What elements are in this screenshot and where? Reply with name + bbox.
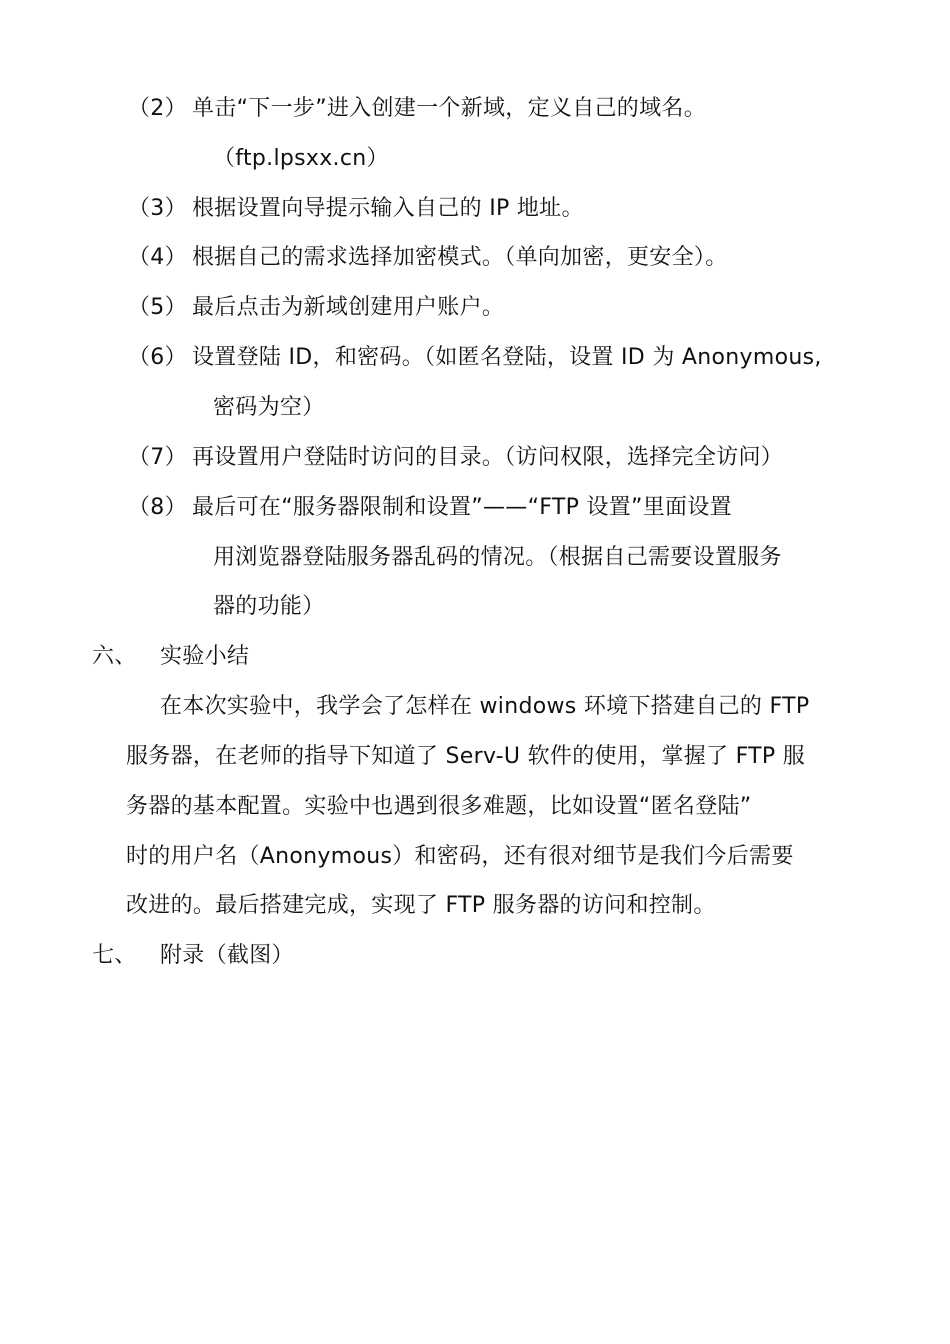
summary-line-1: 在本次实验中，我学会了怎样在 windows 环境下搭建自己的 FTP bbox=[160, 694, 810, 719]
step-6-text: 设置登陆 ID，和密码。（如匿名登陆，设置 ID 为 Anonymous, bbox=[192, 345, 822, 370]
step-3-number: （3） bbox=[128, 196, 187, 221]
summary-line-2: 服务器，在老师的指导下知道了 Serv-U 软件的使用，掌握了 FTP 服 bbox=[126, 744, 806, 769]
step-5-line-1 bbox=[128, 293, 504, 323]
step-7-text: 再设置用户登陆时访问的目录。（访问权限，选择完全访问） bbox=[192, 445, 784, 470]
section-6-title: 实验小结 bbox=[160, 644, 250, 669]
step-8-text: 最后可在“服务器限制和设置”——“FTP 设置”里面设置 bbox=[192, 495, 732, 520]
step-2-text: 单击“下一步”进入创建一个新域，定义自己的域名。 bbox=[192, 96, 706, 121]
step-6-number: （6） bbox=[128, 345, 187, 370]
step-3-line-1 bbox=[128, 194, 584, 224]
step-2-line-2: （ftp.lpsxx.cn） bbox=[213, 146, 389, 171]
step-7-number: （7） bbox=[128, 445, 187, 470]
step-5-text: 最后点击为新域创建用户账户。 bbox=[192, 295, 505, 320]
step-4-line-1 bbox=[128, 243, 728, 273]
step-4-number: （4） bbox=[128, 245, 187, 270]
summary-line-4: 时的用户名（Anonymous）和密码，还有很对细节是我们今后需要 bbox=[126, 844, 794, 869]
section-6-number: 六、 bbox=[92, 644, 137, 669]
step-5-number: （5） bbox=[128, 295, 187, 320]
step-8-line-3: 器的功能） bbox=[213, 594, 325, 619]
step-6-line-2: 密码为空） bbox=[213, 395, 325, 420]
step-2-line-1 bbox=[128, 94, 706, 124]
step-2-number: （2） bbox=[128, 96, 187, 121]
step-7-line-1 bbox=[128, 443, 783, 473]
step-3-text: 根据设置向导提示输入自己的 IP 地址。 bbox=[192, 196, 584, 221]
step-8-line-2: 用浏览器登陆服务器乱码的情况。（根据自己需要设置服务 bbox=[213, 545, 782, 570]
step-8-line-1 bbox=[128, 493, 732, 523]
step-4-text: 根据自己的需求选择加密模式。（单向加密，更安全）。 bbox=[192, 245, 728, 270]
summary-line-3: 务器的基本配置。实验中也遇到很多难题，比如设置“匿名登陆” bbox=[126, 794, 752, 819]
section-7-title: 附录（截图） bbox=[160, 943, 294, 968]
step-6-line-1 bbox=[128, 343, 822, 373]
summary-line-5: 改进的。最后搭建完成，实现了 FTP 服务器的访问和控制。 bbox=[126, 893, 716, 918]
step-8-number: （8） bbox=[128, 495, 187, 520]
section-6-heading bbox=[92, 642, 249, 672]
section-7-number: 七、 bbox=[92, 943, 137, 968]
section-7-heading bbox=[92, 941, 294, 971]
